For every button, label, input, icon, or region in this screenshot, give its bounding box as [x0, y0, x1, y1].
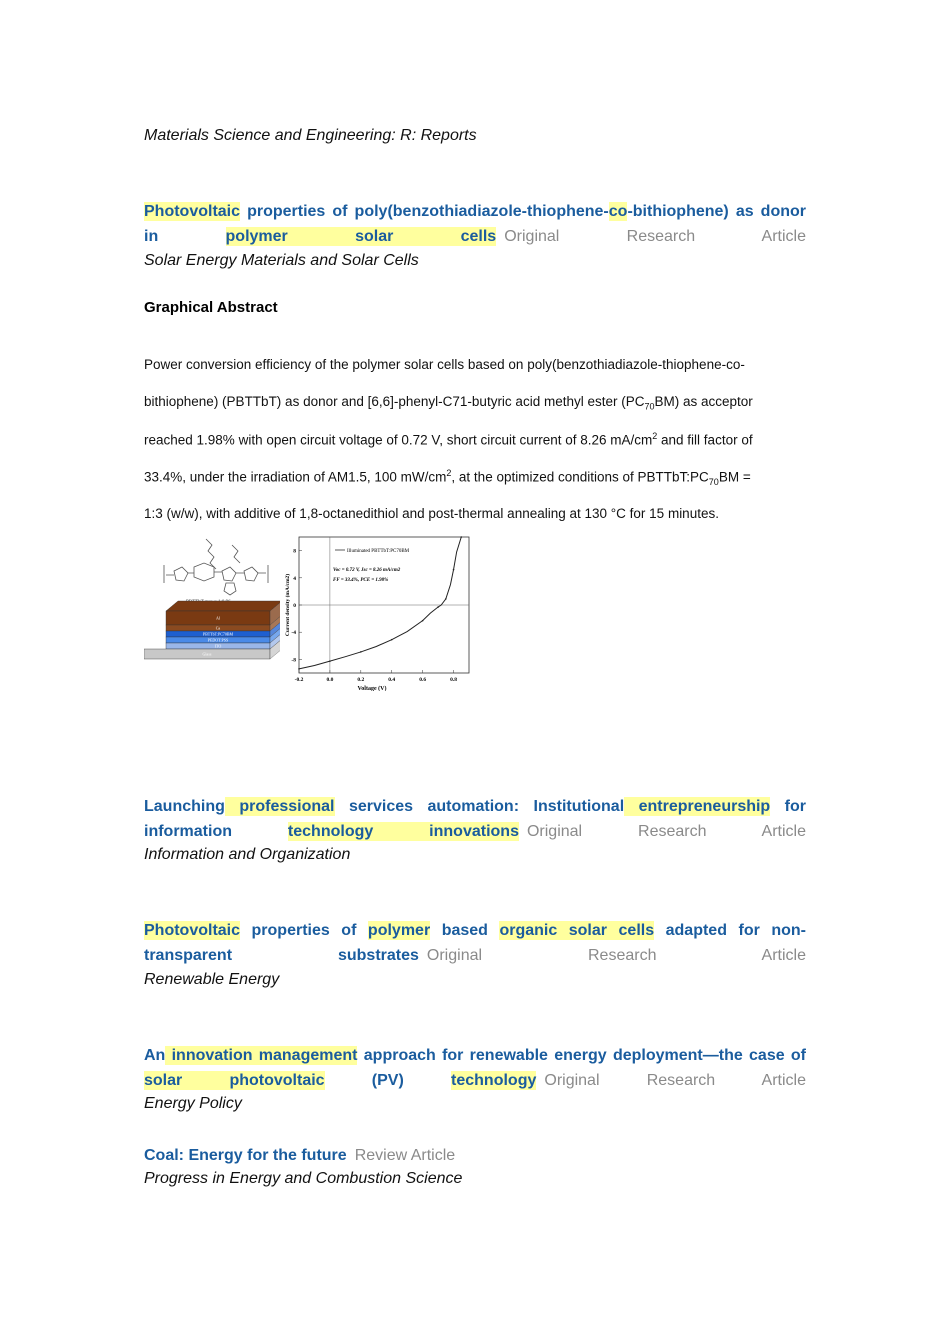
- x-tick-label: 0.8: [450, 677, 457, 683]
- abstract-line: 1:3 (w/w), with additive of 1,8-octanedithiol and post-thermal annealing at 130 °C for 15 minutes.: [144, 506, 719, 521]
- title-text: Launching: [144, 798, 225, 815]
- x-tick-label: 0.0: [326, 677, 334, 683]
- highlighted-term: polymer: [367, 922, 431, 939]
- x-tick-label: 0.4: [388, 677, 396, 683]
- title-text: based: [430, 922, 500, 939]
- title-text: (PV): [324, 1072, 452, 1089]
- y-tick-label: 8: [293, 548, 296, 555]
- title-text: services automation: Institutional: [334, 798, 625, 815]
- data-point: [445, 598, 447, 600]
- data-point: [298, 668, 300, 670]
- graphical-abstract-heading: Graphical Abstract: [144, 299, 278, 316]
- chart-annotation: FF = 33.4%, PCE = 1.98%: [333, 578, 389, 583]
- article-type: Original Research Article: [526, 823, 806, 840]
- layer-label: PEDOT:PSS: [207, 637, 229, 643]
- highlighted-term: technology: [451, 1072, 537, 1089]
- data-point: [437, 606, 439, 608]
- layer-label: PBTTbT:PC70BM: [202, 631, 234, 637]
- layer-label: Ca: [215, 625, 221, 631]
- title-text: -bithiophene) as donor in: [144, 203, 806, 245]
- article-title[interactable]: [144, 918, 806, 968]
- title-text: properties of poly(benzothiadiazole-thiophene-: [240, 203, 609, 220]
- article-title[interactable]: [144, 794, 806, 844]
- chart-annotation: Voc = 0.72 V, Jsc = 8.26 mA/cm2: [333, 568, 401, 573]
- highlighted-term: solar photovoltaic: [144, 1072, 325, 1089]
- highlighted-term: Photovoltaic: [144, 203, 241, 220]
- title-text: adapted for non-transparent substrates: [144, 922, 806, 964]
- article-journal: Energy Policy: [144, 1095, 242, 1112]
- abstract-line: Power conversion efficiency of the polymer solar cells based on poly(benzothiadiazole-thiophene-co-: [144, 357, 745, 372]
- x-tick-label: 0.6: [419, 677, 427, 683]
- y-tick-label: -8: [291, 657, 296, 664]
- data-point: [422, 620, 424, 622]
- highlighted-term: organic solar cells: [499, 922, 655, 939]
- x-tick-label: -0.2: [294, 677, 304, 683]
- highlighted-term: Photovoltaic: [144, 922, 241, 939]
- data-point: [391, 639, 393, 641]
- y-tick-label: 0: [293, 603, 296, 609]
- jv-curve-chart: [283, 535, 473, 691]
- data-point: [453, 569, 455, 571]
- legend-label: Illuminated PBTTbT:PC70BM: [347, 549, 410, 554]
- abstract-line: 33.4%, under the irradiation of AM1.5, 100 $mW/cm^2$, at the optimized conditions of $PBTTbT:PC_{70}BM$ =: [144, 468, 751, 488]
- device-structure-figure: [144, 535, 280, 683]
- x-axis-label: Voltage (V): [357, 686, 387, 691]
- article-journal: Renewable Energy: [144, 971, 280, 988]
- layer-label: Glass: [202, 651, 212, 657]
- y-axis-label: Current density (mA/cm2): [285, 573, 291, 637]
- highlighted-term: co: [608, 203, 628, 220]
- title-text: properties of: [240, 922, 368, 939]
- title-text: approach for renewable energy deployment—the case of: [357, 1047, 807, 1064]
- abstract-line: reached 1.98% with open circuit voltage of 0.72 V, short circuit current of 8.26 $mA/cm^2$ and fill factor of: [144, 431, 753, 448]
- device-stack: [144, 601, 280, 659]
- series-line: [299, 537, 461, 669]
- highlighted-term: technology innovations: [287, 823, 519, 840]
- highlighted-term: professional: [224, 798, 335, 815]
- x-tick-label: 0.2: [357, 677, 365, 683]
- article-type: Review Article: [354, 1147, 456, 1164]
- article-type: Original Research Article: [426, 947, 806, 964]
- header-journal: Materials Science and Engineering: R: Reports: [144, 127, 477, 144]
- layer-label: Al: [216, 615, 220, 621]
- article-title[interactable]: [144, 1043, 806, 1093]
- abstract-line: bithiophene) (PBTTbT) as donor and [6,6]-phenyl-C71-butyric acid methyl ester $(PC_{70}BM)$ as acceptor: [144, 394, 753, 412]
- article-type: Original Research Article: [544, 1072, 807, 1089]
- title-text: An: [144, 1047, 166, 1064]
- article-type: Original Research Article: [504, 228, 807, 245]
- y-tick-label: -4: [291, 630, 296, 637]
- title-text: for information: [144, 798, 807, 840]
- article-journal: Progress in Energy and Combustion Science: [144, 1170, 463, 1187]
- layer-top: [166, 601, 280, 611]
- article-journal: Solar Energy Materials and Solar Cells: [144, 252, 419, 269]
- highlighted-term: innovation management: [165, 1047, 358, 1064]
- data-point: [460, 536, 462, 538]
- article-journal: Information and Organization: [144, 846, 351, 863]
- title-text: Coal: Energy for the future: [144, 1147, 347, 1164]
- article-title[interactable]: [144, 1143, 806, 1168]
- highlighted-term: entrepreneurship: [624, 798, 771, 815]
- layer-label: ITO: [214, 643, 222, 649]
- data-point: [329, 660, 331, 662]
- highlighted-term: polymer solar cells: [225, 228, 497, 245]
- y-tick-label: 4: [293, 575, 296, 582]
- article-title[interactable]: [144, 199, 806, 249]
- data-point: [360, 651, 362, 653]
- molecule-structure: [164, 539, 268, 595]
